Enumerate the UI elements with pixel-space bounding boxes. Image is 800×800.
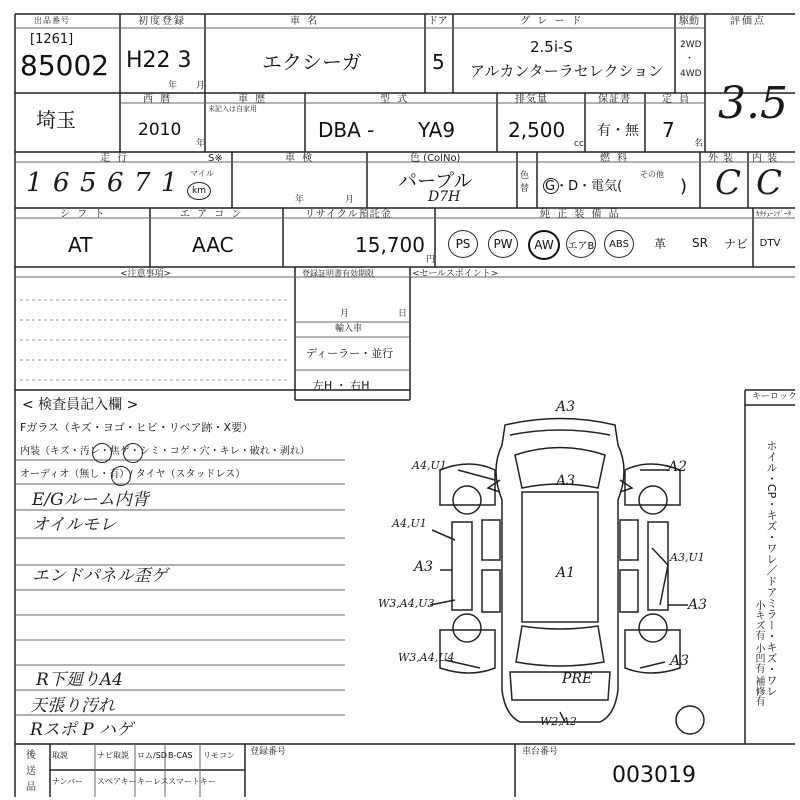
- damage-mark: A2: [668, 459, 688, 475]
- inspector-note-6: Rスポ P ハゲ: [30, 720, 134, 740]
- mileage-unit-top: マイル: [190, 169, 214, 178]
- post-items-row-1: [50, 752, 245, 766]
- grade-label: グ レ ー ド: [520, 16, 584, 27]
- key-lock-label: キーロック: [752, 392, 797, 402]
- lot-number: 85002: [20, 49, 110, 82]
- interior-line: 内装（キズ・汚レ・焦ゲ・シミ・コゲ・穴・キレ・破れ・剥れ）: [20, 446, 310, 457]
- mileage-digit: 1: [26, 168, 43, 198]
- displacement-label: 排気量: [515, 94, 548, 105]
- reg-expiry-label: 登録証明書有効期限: [302, 269, 374, 278]
- inspector-title: < 検査員記入欄 >: [22, 397, 139, 413]
- post-item: ロム/SD: [137, 751, 167, 760]
- auction-score: 3.5: [718, 78, 788, 129]
- reg-day-unit: 日: [398, 309, 408, 319]
- damage-mark: W3,A4,U4: [398, 651, 455, 664]
- drive-2wd: 2WD: [680, 40, 702, 50]
- exterior-grade: C: [715, 163, 742, 203]
- equipment-label: 純 正 装 備 品: [540, 209, 621, 220]
- inspector-note-5: 天張り汚れ: [30, 696, 115, 716]
- post-item: ナビ取説: [97, 751, 129, 760]
- color-change-label: 色替: [520, 171, 530, 194]
- damage-mark: A3,U1: [670, 551, 705, 564]
- fuel-other: その他: [640, 170, 664, 179]
- km-unit: km: [187, 182, 211, 200]
- equipment-item: ABS: [604, 230, 634, 258]
- inspector-note-3: エンドパネル歪ゲ: [32, 566, 168, 586]
- post-item: 取説: [52, 751, 68, 760]
- damage-mark: A3: [670, 653, 690, 669]
- model-year: 2010: [138, 120, 182, 140]
- inspection-month-unit: 月: [345, 195, 355, 205]
- inspection-label: 車 検: [285, 153, 315, 164]
- side-legend-2: 小キズ有 小凹有 補修有: [753, 600, 764, 707]
- drive-4wd: 4WD: [680, 69, 702, 79]
- equipment-item: エアB: [566, 230, 596, 258]
- equipment-item: DTV: [759, 237, 781, 249]
- warranty-value: 有・無: [597, 123, 639, 139]
- post-items-label: 後送品: [26, 750, 36, 793]
- chassis-number: 003019: [612, 763, 696, 788]
- fuel-close: ): [680, 176, 688, 197]
- aircon-label: エ ア コ ン: [180, 209, 244, 220]
- shift-label: シ フ ト: [60, 209, 107, 220]
- lot-label: 出品番号: [34, 16, 70, 25]
- warranty-label: 保証書: [598, 94, 631, 105]
- reg-month-unit: 月: [340, 309, 350, 319]
- chassis-number-label: 車台番号: [522, 747, 559, 757]
- vehicle-history-label: 車 歴: [238, 94, 268, 105]
- color-label: 色 (ColNo): [410, 153, 461, 164]
- door-label: ドア: [428, 16, 448, 27]
- damage-mark: A4,U1: [412, 459, 447, 472]
- post-item: B-CAS: [168, 751, 193, 760]
- interior-burn-circle: [123, 443, 143, 463]
- equipment-item: SR: [692, 236, 708, 250]
- chain-data-label: ｶﾀﾁｪｰﾝﾃﾞｰﾀ: [756, 210, 791, 218]
- damage-mark: W2,A2: [540, 715, 577, 728]
- damage-mark: A3: [688, 597, 708, 613]
- glass-line: Fガラス（キズ・ヨゴ・ヒビ・リペア跡・X要）: [20, 421, 254, 434]
- grade-line-2: アルカンターラセレクション: [470, 62, 664, 80]
- color-code: D7H: [428, 189, 461, 205]
- post-item: キーレス: [137, 777, 169, 786]
- first-reg-year-unit: 年: [168, 81, 178, 91]
- sales-point-label: <セールスポイント>: [412, 269, 499, 279]
- car-name: エクシーガ: [262, 50, 362, 74]
- fuel-label: 燃 料: [600, 153, 630, 164]
- displacement: 2,500: [508, 118, 566, 142]
- lot-number-small: [1261]: [30, 32, 74, 47]
- model-type-label: 型 式: [380, 94, 410, 105]
- capacity-label: 定 員: [662, 94, 692, 105]
- region: 埼玉: [36, 108, 76, 132]
- inspector-note-2: オイルモレ: [32, 515, 117, 535]
- mileage-digit: 5: [80, 168, 97, 198]
- damage-mark: A3: [556, 473, 576, 489]
- damage-mark: A4,U1: [392, 517, 427, 530]
- interior-grade: C: [756, 163, 783, 203]
- equipment-item: 革: [653, 236, 666, 251]
- interior-dirt-circle: [92, 443, 112, 463]
- first-reg-label: 初度登録: [138, 16, 186, 27]
- mileage-digits: [18, 168, 193, 204]
- car-name-label: 車 名: [290, 16, 320, 27]
- mileage-digit: 7: [134, 168, 151, 198]
- equipment-item: ナビ: [723, 236, 748, 251]
- first-reg: H22 3: [126, 48, 192, 73]
- mileage-digit: 6: [107, 168, 124, 198]
- steering-side: 左H ・ 右H: [313, 379, 370, 392]
- first-reg-month-unit: 月: [196, 81, 206, 91]
- caution-label: <注意事項>: [120, 269, 172, 279]
- model-year-unit: 年: [196, 139, 206, 149]
- door-count: 5: [432, 50, 445, 74]
- drive-label: 駆動: [679, 16, 699, 27]
- recycle-yen-unit: 円: [426, 255, 436, 265]
- equipment-list: [440, 222, 795, 264]
- post-item: スマートキー: [168, 777, 216, 786]
- model-prefix: DBA -: [318, 118, 375, 142]
- model-code: YA9: [418, 118, 456, 142]
- displacement-unit: cc: [574, 139, 584, 149]
- post-item: リモコン: [203, 751, 235, 760]
- inspector-note-1: E/Gルーム内背: [32, 490, 149, 510]
- audio-yes-circle: [111, 466, 131, 486]
- post-item: ナンバー: [52, 777, 84, 786]
- mileage-digit: 6: [53, 168, 70, 198]
- post-items-row-2: [50, 778, 245, 792]
- grade-line-1: 2.5i-S: [530, 38, 573, 56]
- fuel-gasoline-circle: [543, 178, 559, 194]
- damage-mark: A3: [414, 559, 434, 575]
- western-year-label: 西 暦: [143, 94, 173, 105]
- interior-label: 内 装: [752, 153, 779, 164]
- seating-capacity: 7: [662, 118, 675, 142]
- recycle-label: リサイクル預託金: [305, 209, 392, 220]
- post-item: スペアキー: [97, 777, 137, 786]
- damage-mark: W3,A4,U3: [378, 597, 435, 610]
- mileage-label: 走 行: [100, 153, 130, 164]
- drive-sep: ・: [685, 54, 695, 64]
- equipment-item: AW: [528, 230, 560, 260]
- aircon-type: AAC: [192, 233, 234, 257]
- fuel-type: G・D・電気(: [545, 179, 623, 194]
- audio-line: オーディオ（無し・有）/ タイヤ（スタッドレス）: [20, 469, 246, 480]
- s-label: S※: [208, 153, 223, 164]
- body-color: パープル: [398, 170, 473, 192]
- score-label: 評価点: [730, 16, 766, 27]
- shift-type: AT: [68, 233, 93, 257]
- inspector-note-4: R下廻りA4: [36, 670, 123, 690]
- damage-mark: A3: [556, 399, 576, 415]
- mileage-digit: 1: [161, 168, 178, 198]
- equipment-item: PW: [488, 230, 518, 258]
- side-legend: ホイル・CP・キズ・ワレ／ドアミラー・キズ・ワレ: [765, 440, 778, 697]
- import-label: 輸入車: [335, 324, 363, 334]
- damage-mark: A1: [556, 565, 576, 581]
- recycle-fee: 15,700: [355, 233, 425, 257]
- history-note: 未記入は自家用: [208, 105, 257, 113]
- inspection-year-unit: 年: [295, 195, 305, 205]
- dealer-parallel: ディーラー・並行: [306, 347, 394, 360]
- equipment-item: PS: [448, 230, 478, 258]
- damage-mark: PRE: [562, 671, 593, 687]
- registration-number-label: 登録番号: [250, 747, 287, 757]
- capacity-unit: 名: [694, 139, 704, 149]
- exterior-label: 外 装: [708, 153, 735, 164]
